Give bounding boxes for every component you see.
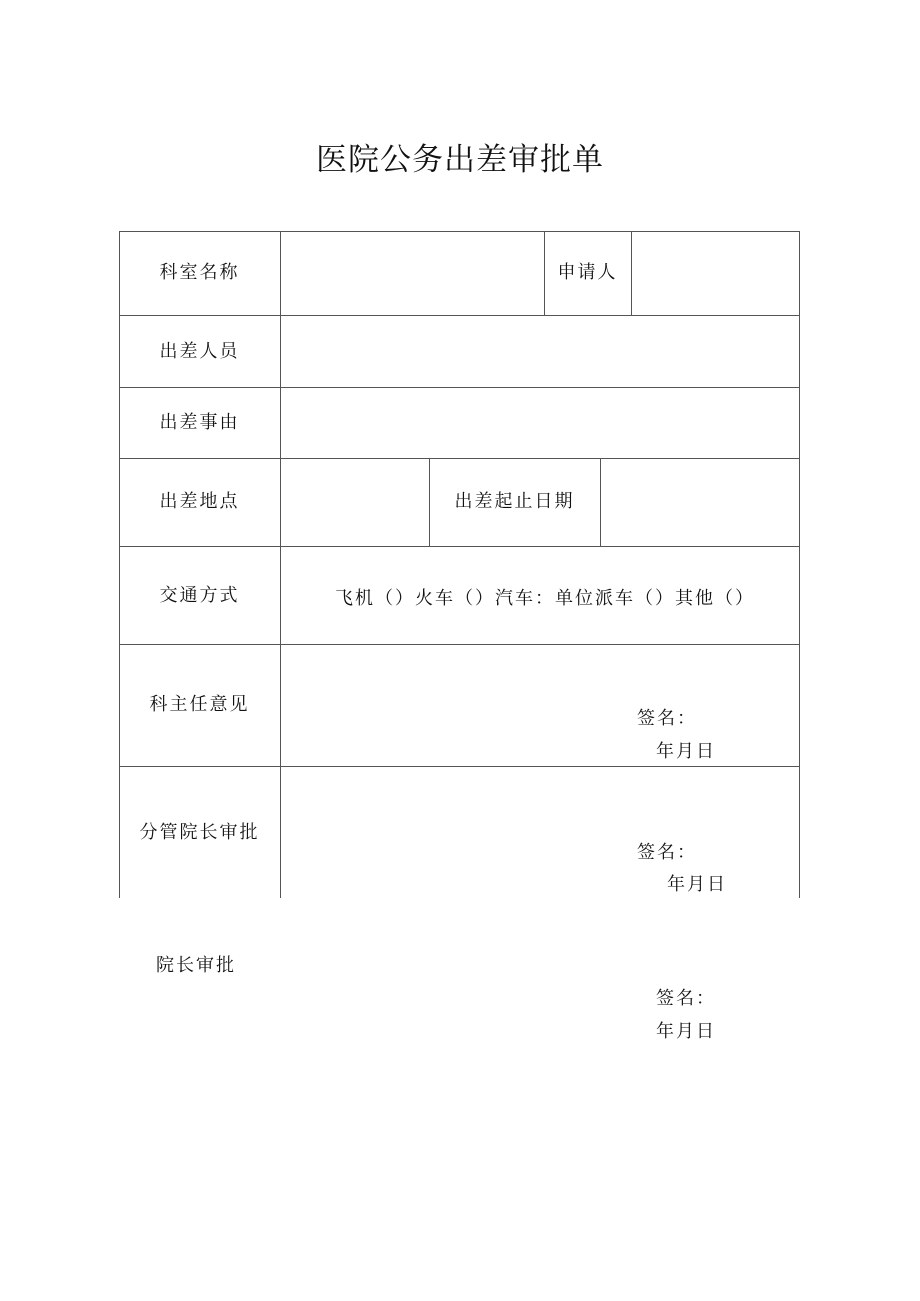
table-border-left xyxy=(119,231,120,898)
dates-label: 出差起止日期 xyxy=(454,491,575,512)
applicant-label: 申请人 xyxy=(557,262,618,283)
table-border-top xyxy=(119,231,800,232)
president-date-label: 年月日 xyxy=(656,1021,716,1042)
vp-label: 分管院长审批 xyxy=(139,822,260,843)
label-column-divider xyxy=(280,231,281,898)
row-divider xyxy=(119,644,800,645)
travelers-label: 出差人员 xyxy=(159,341,240,362)
director-label: 科主任意见 xyxy=(149,694,250,715)
table-border-right xyxy=(799,231,800,898)
transport-options: 飞机（）火车（）汽车：单位派车（）其他（） xyxy=(335,588,755,609)
reason-label: 出差事由 xyxy=(159,412,240,433)
vp-signature-label: 签名： xyxy=(637,842,697,863)
row-divider xyxy=(119,546,800,547)
column-divider xyxy=(600,458,601,546)
director-signature-label: 签名： xyxy=(637,708,697,729)
vp-date-label: 年月日 xyxy=(667,874,727,895)
president-signature-label: 签名： xyxy=(656,988,716,1009)
row-divider xyxy=(119,387,800,388)
page-title: 医院公务出差审批单 xyxy=(316,142,604,178)
director-date-label: 年月日 xyxy=(656,741,716,762)
approval-form-table xyxy=(119,231,800,898)
row-divider xyxy=(119,766,800,767)
row-divider xyxy=(119,315,800,316)
dept-label: 科室名称 xyxy=(159,262,240,283)
president-label: 院长审批 xyxy=(156,955,236,976)
transport-label: 交通方式 xyxy=(159,585,240,606)
column-divider xyxy=(631,231,632,315)
row-divider xyxy=(119,458,800,459)
location-label: 出差地点 xyxy=(159,491,240,512)
